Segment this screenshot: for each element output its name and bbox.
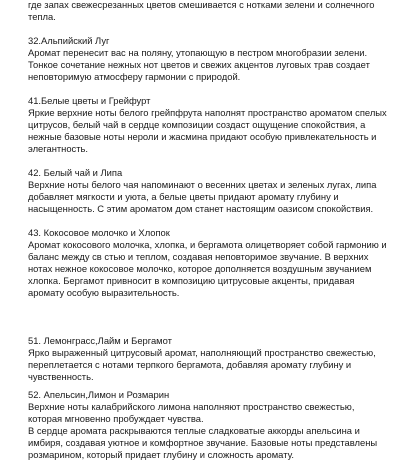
spacer <box>28 155 394 167</box>
spacer <box>28 83 394 95</box>
text-line: Аромат перенесит вас на поляну, утопающую в пестром многобразии зелени. <box>28 47 368 58</box>
text-line: тепла. <box>28 11 56 22</box>
text-line: розмарином, который придает глубину и сложность аромату. <box>28 449 294 460</box>
text-line: аромату особую выразительность. <box>28 287 180 298</box>
text-line: Ярко выраженный цитрусовый аромат, наполняющий пространство свежестью, <box>28 347 376 358</box>
entry-title: 41.Белые цветы и Грейфурт <box>28 95 151 106</box>
text-line: имбиря, создавая уютное и комфортное звучание. Базовые ноты представлены <box>28 437 378 448</box>
text-line: баланс между св стью и теплом, создавая неповторимое звучание. В верхних <box>28 251 369 262</box>
text-line: чувственность. <box>28 371 94 382</box>
text-line: нотах нежное кокосовое молочко, которое дополняется воздушным звучанием <box>28 263 372 274</box>
entry-title: 52. Апельсин,Лимон и Розмарин <box>28 389 170 400</box>
text-line: элегантность. <box>28 143 89 154</box>
text-line: которая мгновенно пробуждает чувства. <box>28 413 204 424</box>
entry-32 <box>28 35 394 83</box>
text-line: хлопка. Бергамот привносит в композицию цитрусовые акценты, придавая <box>28 275 355 286</box>
entry-title: 51. Лемонграсс,Лайм и Бергамот <box>28 335 172 346</box>
text-line: насыщенность. С этим ароматом дом станет настоящим оазисом спокойствия. <box>28 203 374 214</box>
text-line: Тонкое сочетание нежных нот цветов и свежих акцентов луговых трав создает <box>28 59 370 70</box>
entry-title: 43. Кокосовое молочко и Хлопок <box>28 227 170 238</box>
entry-41 <box>28 95 394 155</box>
text-line: нежные базовые ноты нероли и жасмина придают особую привлекательность и <box>28 131 377 142</box>
text-line: переплетается с нотами терпкого бергамота, добавляя аромату глубину и <box>28 359 352 370</box>
document-page <box>28 0 394 461</box>
text-line: Аромат кокосового молочка, хлопка, и бергамота олицетворяет собой гармонию и <box>28 239 387 250</box>
text-line: где запах свежесрезанных цветов смешивается с нотками зелени и солнечного <box>28 0 375 10</box>
intro-paragraph <box>28 0 394 23</box>
entry-title: 32.Альпийский Луг <box>28 35 110 46</box>
entry-43 <box>28 227 394 299</box>
spacer <box>28 215 394 227</box>
text-line: Верхние ноты калабрийского лимона наполняют пространство свежестью, <box>28 401 355 412</box>
spacer <box>28 23 394 35</box>
text-line: неповторимую атмосферу гармонии с природой. <box>28 71 241 82</box>
text-line: В сердце аромата раскрываются теплые сладковатые аккорды апельсина и <box>28 425 360 436</box>
entry-42 <box>28 167 394 215</box>
entry-51 <box>28 335 394 383</box>
text-line: Верхние ноты белого чая напоминают о весенних цветах и зеленых лугах, липа <box>28 179 377 190</box>
text-line: Яркие верхние ноты белого грейпфрута наполнят пространство ароматом спелых <box>28 107 387 118</box>
entry-title: 42. Белый чай и Липа <box>28 167 123 178</box>
text-line: добавляет мягкости и уюта, а белые цветы придают аромату глубину и <box>28 191 339 202</box>
spacer <box>28 299 394 335</box>
text-line: цитрусов, белый чай в сердце композиции создаст ощущение спокойствия, а <box>28 119 366 130</box>
